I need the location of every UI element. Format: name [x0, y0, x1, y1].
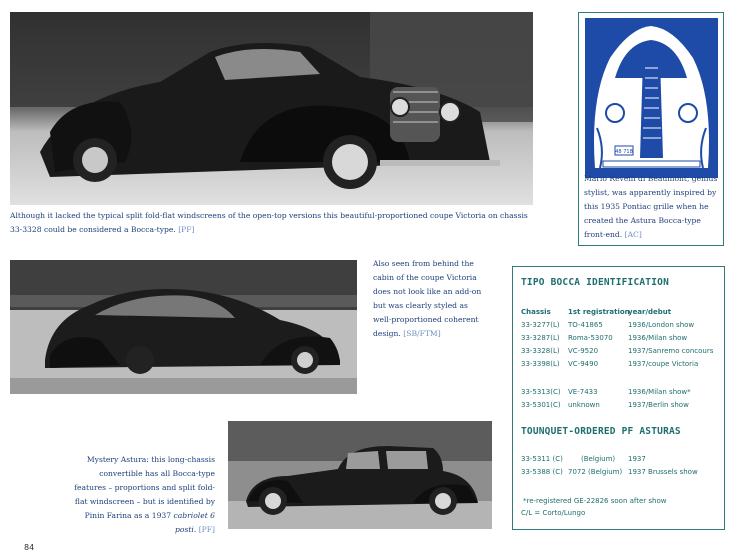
coupe-victoria-photo — [10, 12, 533, 205]
header-chassis: Chassis — [521, 308, 551, 316]
photo-credit: [SB/FTM] — [403, 329, 441, 338]
cell-registration: unknown — [568, 401, 600, 409]
caption-text: Mario Revelli di Beaumont, genius stylist, was apparently inspired by this 1935 Pontiac grille when he created the Astura Bocca-type front-end. — [584, 174, 718, 239]
header-registration: 1st registration — [568, 308, 630, 316]
mystery-astura-photo — [228, 421, 492, 529]
caption-text: Although it lacked the typical split fold-flat windscreens of the open-top versions this beautiful-proportioned coupe Victoria on chassis 33-3328 could be considered a Bocca-type. — [10, 211, 528, 234]
cell-registration: VC-9520 — [568, 347, 599, 355]
caption-text: Mystery Astura: this long-chassis convertible has all Bocca-type features – proportions and split fold-flat windscreen – but is identified by Pinin Farina as a 1937 — [74, 455, 215, 520]
coupe-victoria-caption — [10, 209, 530, 237]
cell-chassis: 33-5313(C) — [521, 388, 561, 396]
cell-debut: 1937 — [628, 455, 646, 463]
identification-title: TIPO BOCCA IDENTIFICATION — [521, 277, 669, 288]
cell-chassis: 33-3287(L) — [521, 334, 560, 342]
caption-text: Also seen from behind the cabin of the coupe Victoria does not look like an add-on but was clearly styled as well-proportioned coherent design. — [373, 259, 482, 338]
cell-chassis: 33-3277(L) — [521, 321, 560, 329]
tournquet-subtitle: TOUNQUET-ORDERED PF ASTURAS — [521, 426, 681, 437]
cell-chassis: 33-3328(L) — [521, 347, 560, 355]
cell-debut: 1936/London show — [628, 321, 695, 329]
pontiac-sketch-caption — [584, 172, 724, 242]
cell-debut: 1937/Berlin show — [628, 401, 689, 409]
cell-debut: 1937/Sanremo concours — [628, 347, 714, 355]
license-plate: 48 718 — [615, 149, 633, 155]
mystery-astura-caption — [70, 453, 215, 537]
cell-registration: TO-41865 — [568, 321, 603, 329]
cell-debut: 1937/coupe Victoria — [628, 360, 699, 368]
rear-view-caption — [373, 257, 483, 341]
pontiac-grille-sketch — [585, 18, 718, 178]
cell-registration: 7072 (Belgium) — [568, 468, 623, 476]
coupe-victoria-rear-photo — [10, 260, 357, 394]
tipo-bocca-identification-box — [512, 266, 725, 530]
cell-registration: VE-7433 — [568, 388, 598, 396]
cell-chassis: 33-3398(L) — [521, 360, 560, 368]
photo-credit: [PF] — [198, 525, 215, 534]
cell-registration: Roma-53070 — [568, 334, 613, 342]
footnote: *re-registered GE-22826 soon after show — [523, 497, 667, 505]
photo-credit: [AC] — [624, 230, 642, 239]
cell-chassis: 33-5311 (C) — [521, 455, 563, 463]
cell-debut: 1936/Milan show* — [628, 388, 691, 396]
header-debut: year/debut — [628, 308, 672, 316]
cell-debut: 1937 Brussels show — [628, 468, 698, 476]
photo-credit: [PF] — [178, 225, 195, 234]
cell-debut: 1936/Milan show — [628, 334, 688, 342]
cell-registration: VC-9490 — [568, 360, 599, 368]
caption-italic: cabriolet 6 posti. — [173, 511, 215, 534]
cell-chassis: 33-5301(C) — [521, 401, 561, 409]
legend: C/L = Corto/Lungo — [521, 509, 586, 517]
page-number: 84 — [24, 543, 35, 552]
cell-chassis: 33-5388 (C) — [521, 468, 563, 476]
cell-registration: (Belgium) — [581, 455, 616, 463]
